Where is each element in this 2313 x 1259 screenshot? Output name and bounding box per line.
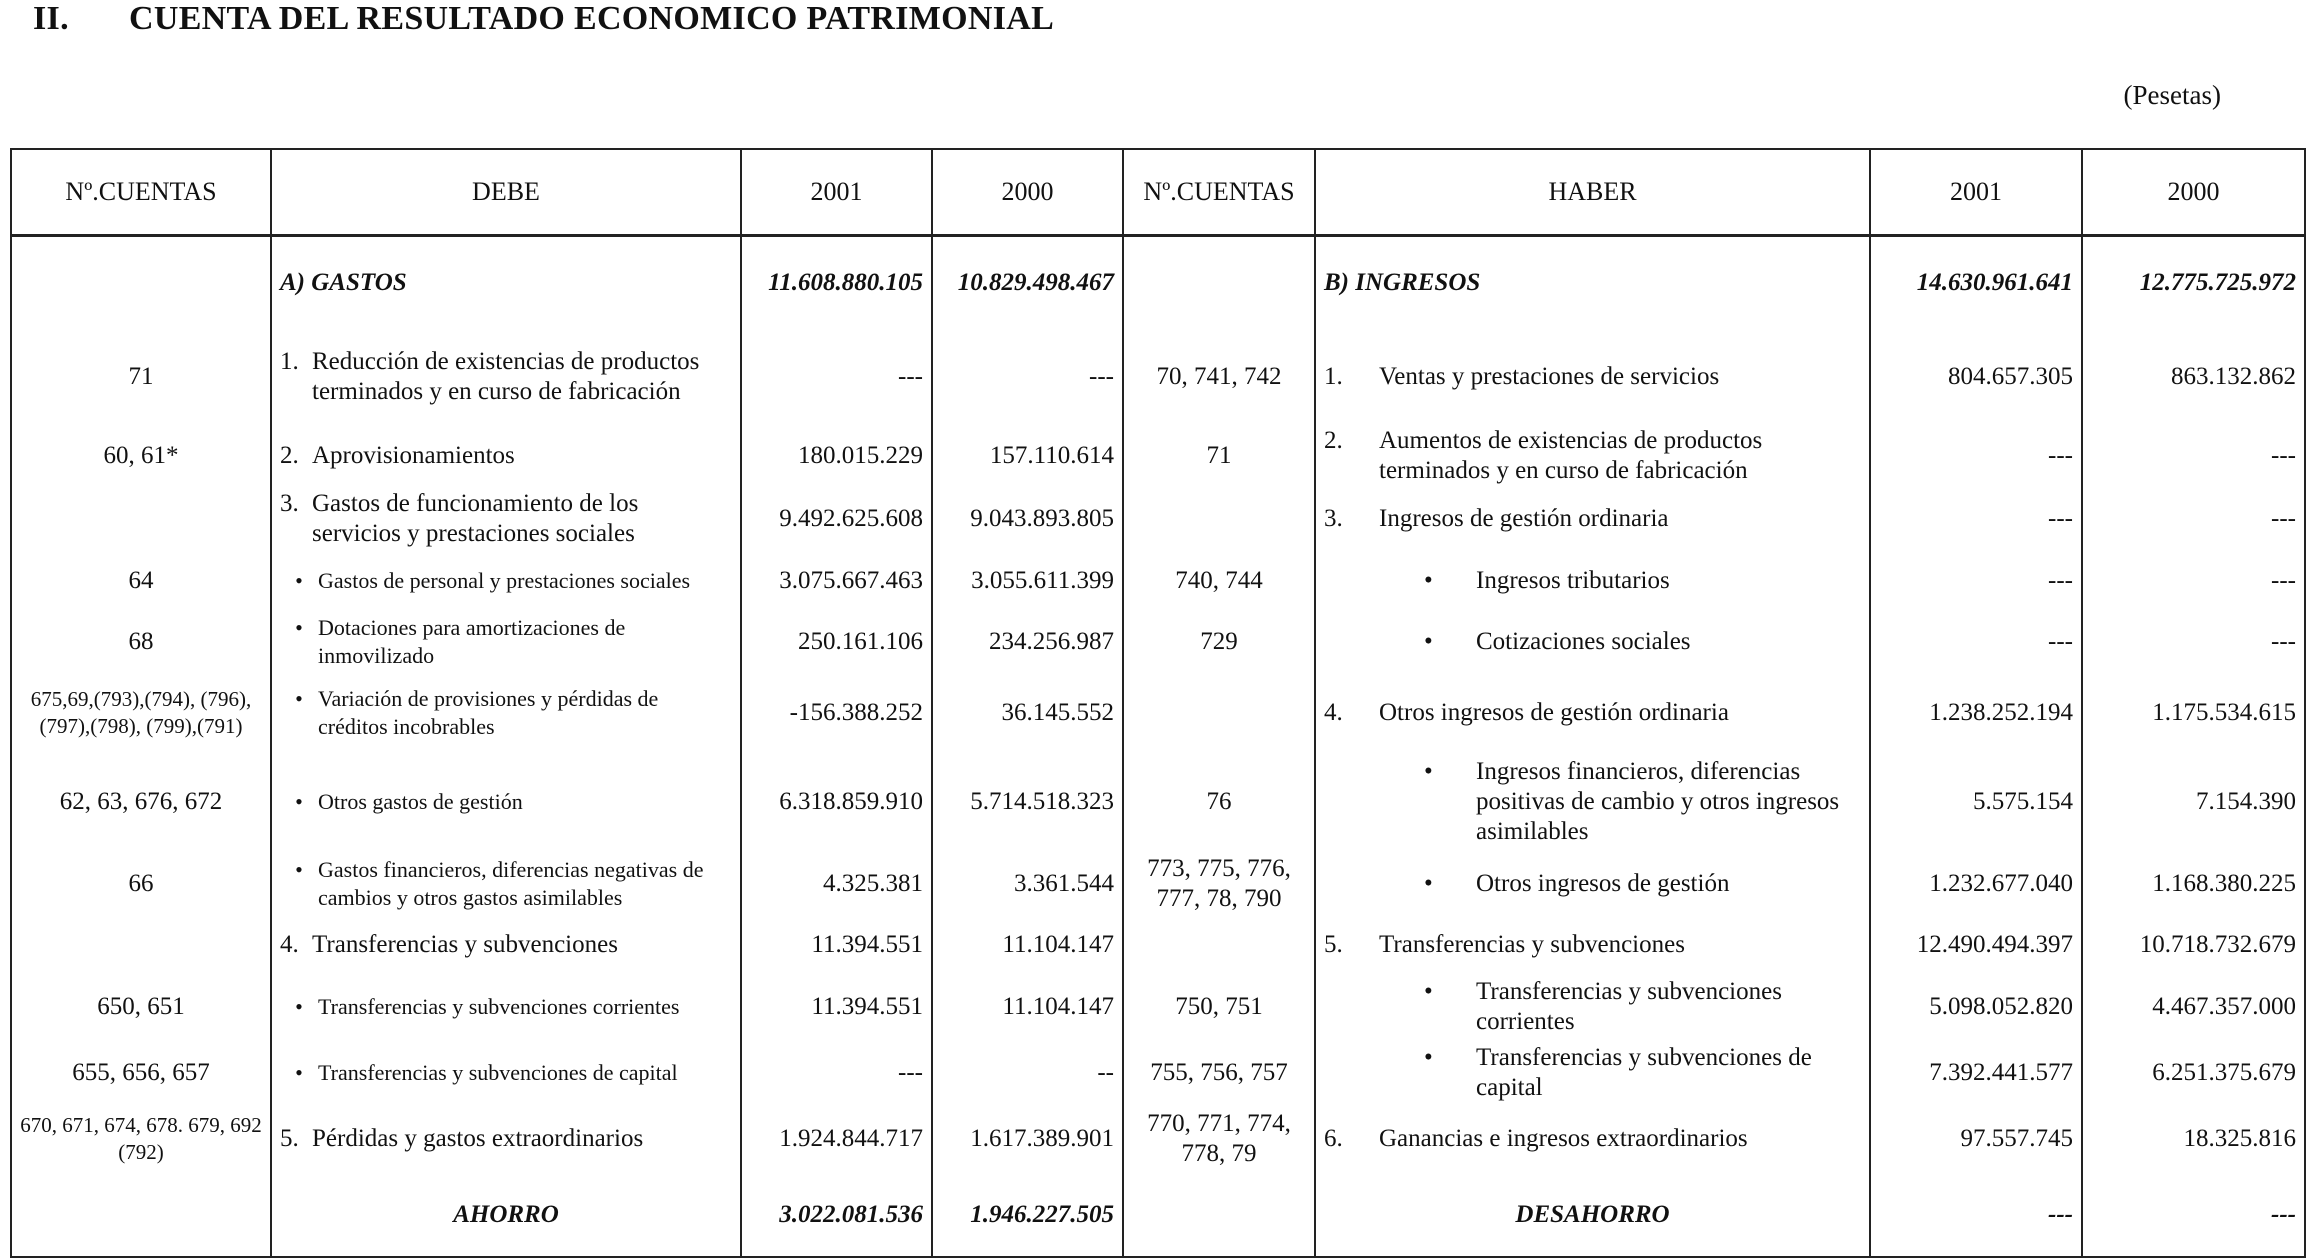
- haber-section-title: B) INGRESOS: [1315, 259, 1870, 307]
- haber-2000: 6.251.375.679: [2082, 1041, 2305, 1105]
- haber-concept: [1315, 973, 1870, 1041]
- item-number: 6.: [1324, 1125, 1343, 1152]
- bullet: •: [295, 686, 303, 711]
- section-heading: [33, 0, 1054, 38]
- concept-text: Cotizaciones sociales: [1476, 628, 1691, 655]
- bullet: •: [295, 1060, 303, 1085]
- haber-concept: [1315, 753, 1870, 851]
- concept-text: Otros ingresos de gestión ordinaria: [1379, 699, 1729, 726]
- bullet: •: [1424, 870, 1433, 897]
- bullet: •: [295, 857, 303, 882]
- debe-2000: 234.256.987: [932, 611, 1123, 673]
- debe-concept: [271, 973, 741, 1041]
- debe-2001: 1.924.844.717: [741, 1105, 932, 1173]
- debe-2000: 3.361.544: [932, 851, 1123, 917]
- debe-concept: [271, 425, 741, 487]
- haber-2000: 1.175.534.615: [2082, 673, 2305, 753]
- bullet: •: [1424, 758, 1433, 785]
- debe-2001: -156.388.252: [741, 673, 932, 753]
- haber-2001: 804.657.305: [1870, 329, 2082, 425]
- haber-2001: ---: [1870, 425, 2082, 487]
- haber-2001: 97.557.745: [1870, 1105, 2082, 1173]
- debe-2001: 9.492.625.608: [741, 487, 932, 551]
- debe-2001: 4.325.381: [741, 851, 932, 917]
- haber-account: 755, 756, 757: [1123, 1041, 1315, 1105]
- debe-account: 60, 61*: [11, 425, 271, 487]
- debe-account: 66: [11, 851, 271, 917]
- haber-2000: ---: [2082, 611, 2305, 673]
- debe-concept: [271, 917, 741, 973]
- debe-total-2001: 11.608.880.105: [741, 259, 932, 307]
- concept-text: Transferencias y subvenciones de capital: [318, 1060, 678, 1085]
- haber-2000: 18.325.816: [2082, 1105, 2305, 1173]
- debe-concept: [271, 753, 741, 851]
- haber-2000: 7.154.390: [2082, 753, 2305, 851]
- currency-unit: (Pesetas): [2123, 80, 2221, 110]
- debe-account: 64: [11, 551, 271, 611]
- item-number: 2.: [1324, 427, 1343, 454]
- debe-2000: 11.104.147: [932, 973, 1123, 1041]
- concept-text: Gastos de funcionamiento de los servicios y prestaciones sociales: [312, 490, 639, 547]
- table-row: [11, 425, 2305, 487]
- col-header: Nº.CUENTAS: [11, 149, 271, 236]
- debe-2000: 36.145.552: [932, 673, 1123, 753]
- haber-2001: 1.238.252.194: [1870, 673, 2082, 753]
- item-number: 1.: [1324, 363, 1343, 390]
- concept-text: Transferencias y subvenciones: [1379, 931, 1685, 958]
- haber-concept: [1315, 551, 1870, 611]
- col-header: 2001: [741, 149, 932, 236]
- haber-concept: [1315, 673, 1870, 753]
- haber-total-2000: 12.775.725.972: [2082, 259, 2305, 307]
- concept-text: Otros gastos de gestión: [318, 789, 523, 814]
- debe-2001: 11.394.551: [741, 917, 932, 973]
- haber-2000: ---: [2082, 487, 2305, 551]
- haber-account: 770, 771, 774, 778, 79: [1123, 1105, 1315, 1173]
- bullet: •: [295, 568, 303, 593]
- debe-concept: [271, 329, 741, 425]
- item-number: 1.: [280, 348, 299, 375]
- haber-2001: 1.232.677.040: [1870, 851, 2082, 917]
- bullet: •: [1424, 628, 1433, 655]
- concept-text: Transferencias y subvenciones: [312, 931, 618, 958]
- item-number: 4.: [1324, 699, 1343, 726]
- concept-text: Reducción de existencias de productos terminados y en curso de fabricación: [312, 348, 700, 405]
- debe-concept: [271, 851, 741, 917]
- table-row: [11, 851, 2305, 917]
- debe-account: [11, 917, 271, 973]
- table-row: [11, 973, 2305, 1041]
- haber-concept: [1315, 1041, 1870, 1105]
- debe-concept: [271, 1105, 741, 1173]
- concept-text: Transferencias y subvenciones corrientes: [1476, 978, 1782, 1035]
- debe-2000: ---: [932, 329, 1123, 425]
- ahorro-2000: 1.946.227.505: [932, 1173, 1123, 1257]
- haber-2000: 4.467.357.000: [2082, 973, 2305, 1041]
- haber-account: 750, 751: [1123, 973, 1315, 1041]
- haber-concept: [1315, 611, 1870, 673]
- concept-text: Ventas y prestaciones de servicios: [1379, 363, 1720, 390]
- concept-text: Transferencias y subvenciones de capital: [1476, 1044, 1812, 1101]
- concept-text: Ingresos financieros, diferencias positivas de cambio y otros ingresos asimilables: [1476, 758, 1840, 845]
- table-header-row: [11, 149, 2305, 236]
- section-row: [11, 259, 2305, 307]
- haber-2001: 5.098.052.820: [1870, 973, 2082, 1041]
- concept-text: Ingresos de gestión ordinaria: [1379, 505, 1669, 532]
- item-number: 3.: [280, 490, 299, 517]
- haber-2001: ---: [1870, 551, 2082, 611]
- concept-text: Aumentos de existencias de productos terminados y en curso de fabricación: [1379, 427, 1763, 484]
- haber-2001: ---: [1870, 487, 2082, 551]
- debe-2000: 11.104.147: [932, 917, 1123, 973]
- debe-2001: 11.394.551: [741, 973, 932, 1041]
- bullet: •: [1424, 978, 1433, 1005]
- debe-account: [11, 487, 271, 551]
- haber-account: 76: [1123, 753, 1315, 851]
- totals-row: [11, 1173, 2305, 1257]
- debe-total-2000: 10.829.498.467: [932, 259, 1123, 307]
- concept-text: Dotaciones para amortizaciones de inmovilizado: [318, 615, 626, 668]
- haber-concept: [1315, 851, 1870, 917]
- haber-concept: [1315, 425, 1870, 487]
- bullet: •: [295, 994, 303, 1019]
- debe-2000: 157.110.614: [932, 425, 1123, 487]
- haber-total-2001: 14.630.961.641: [1870, 259, 2082, 307]
- debe-account: 68: [11, 611, 271, 673]
- item-number: 5.: [280, 1125, 299, 1152]
- concept-text: Gastos de personal y prestaciones sociales: [318, 568, 691, 593]
- debe-concept: [271, 551, 741, 611]
- col-header: Nº.CUENTAS: [1123, 149, 1315, 236]
- result-account-table: [10, 148, 2306, 1258]
- ahorro-2001: 3.022.081.536: [741, 1173, 932, 1257]
- table-row: [11, 673, 2305, 753]
- desahorro-2001: ---: [1870, 1173, 2082, 1257]
- debe-2000: 1.617.389.901: [932, 1105, 1123, 1173]
- haber-concept: [1315, 1105, 1870, 1173]
- debe-account: 62, 63, 676, 672: [11, 753, 271, 851]
- haber-2000: 863.132.862: [2082, 329, 2305, 425]
- debe-2001: ---: [741, 329, 932, 425]
- haber-account: [1123, 673, 1315, 753]
- col-header: 2000: [2082, 149, 2305, 236]
- debe-2001: 3.075.667.463: [741, 551, 932, 611]
- concept-text: Ganancias e ingresos extraordinarios: [1379, 1125, 1748, 1152]
- concept-text: Aprovisionamientos: [312, 442, 515, 469]
- haber-account: 773, 775, 776, 777, 78, 790: [1123, 851, 1315, 917]
- table-row: [11, 1105, 2305, 1173]
- debe-section-title: A) GASTOS: [271, 259, 741, 307]
- debe-2000: 3.055.611.399: [932, 551, 1123, 611]
- debe-2000: 9.043.893.805: [932, 487, 1123, 551]
- table-row: [11, 611, 2305, 673]
- table-row: [11, 551, 2305, 611]
- bullet: •: [1424, 1044, 1433, 1071]
- haber-account: 71: [1123, 425, 1315, 487]
- debe-account: 670, 671, 674, 678. 679, 692 (792): [11, 1105, 271, 1173]
- haber-account: [1123, 487, 1315, 551]
- haber-2001: 5.575.154: [1870, 753, 2082, 851]
- desahorro-2000: ---: [2082, 1173, 2305, 1257]
- ahorro-label: AHORRO: [271, 1173, 741, 1257]
- concept-text: Transferencias y subvenciones corrientes: [318, 994, 680, 1019]
- haber-2000: ---: [2082, 551, 2305, 611]
- col-header: DEBE: [271, 149, 741, 236]
- debe-2000: 5.714.518.323: [932, 753, 1123, 851]
- debe-2000: --: [932, 1041, 1123, 1105]
- debe-account: 655, 656, 657: [11, 1041, 271, 1105]
- desahorro-label: DESAHORRO: [1315, 1173, 1870, 1257]
- bullet: •: [1424, 567, 1433, 594]
- item-number: 4.: [280, 931, 299, 958]
- concept-text: Pérdidas y gastos extraordinarios: [312, 1125, 644, 1152]
- item-number: 5.: [1324, 931, 1343, 958]
- debe-concept: [271, 1041, 741, 1105]
- concept-text: Gastos financieros, diferencias negativas de cambios y otros gastos asimilables: [318, 857, 704, 910]
- debe-concept: [271, 673, 741, 753]
- haber-2001: 7.392.441.577: [1870, 1041, 2082, 1105]
- debe-account: 675,69,(793),(794), (796),(797),(798), (799),(791): [11, 673, 271, 753]
- haber-2000: ---: [2082, 425, 2305, 487]
- table-row: [11, 329, 2305, 425]
- section-title: CUENTA DEL RESULTADO ECONOMICO PATRIMONIAL: [129, 0, 1055, 37]
- section-number: II.: [33, 0, 69, 37]
- item-number: 2.: [280, 442, 299, 469]
- table-row: [11, 487, 2305, 551]
- item-number: 3.: [1324, 505, 1343, 532]
- haber-2001: 12.490.494.397: [1870, 917, 2082, 973]
- col-header: 2001: [1870, 149, 2082, 236]
- bullet: •: [295, 615, 303, 640]
- debe-2001: 6.318.859.910: [741, 753, 932, 851]
- haber-concept: [1315, 329, 1870, 425]
- debe-concept: [271, 487, 741, 551]
- table-row: [11, 1041, 2305, 1105]
- haber-concept: [1315, 487, 1870, 551]
- debe-account: 650, 651: [11, 973, 271, 1041]
- bullet: •: [295, 789, 303, 814]
- haber-account: 740, 744: [1123, 551, 1315, 611]
- debe-2001: 250.161.106: [741, 611, 932, 673]
- haber-2000: 1.168.380.225: [2082, 851, 2305, 917]
- haber-account: [1123, 917, 1315, 973]
- haber-2001: ---: [1870, 611, 2082, 673]
- haber-2000: 10.718.732.679: [2082, 917, 2305, 973]
- haber-account: 70, 741, 742: [1123, 329, 1315, 425]
- concept-text: Ingresos tributarios: [1476, 567, 1670, 594]
- haber-account: 729: [1123, 611, 1315, 673]
- debe-2001: ---: [741, 1041, 932, 1105]
- col-header: HABER: [1315, 149, 1870, 236]
- table-row: [11, 753, 2305, 851]
- concept-text: Variación de provisiones y pérdidas de créditos incobrables: [318, 686, 659, 739]
- concept-text: Otros ingresos de gestión: [1476, 870, 1730, 897]
- debe-account: 71: [11, 329, 271, 425]
- debe-concept: [271, 611, 741, 673]
- haber-concept: [1315, 917, 1870, 973]
- table-row: [11, 917, 2305, 973]
- debe-2001: 180.015.229: [741, 425, 932, 487]
- col-header: 2000: [932, 149, 1123, 236]
